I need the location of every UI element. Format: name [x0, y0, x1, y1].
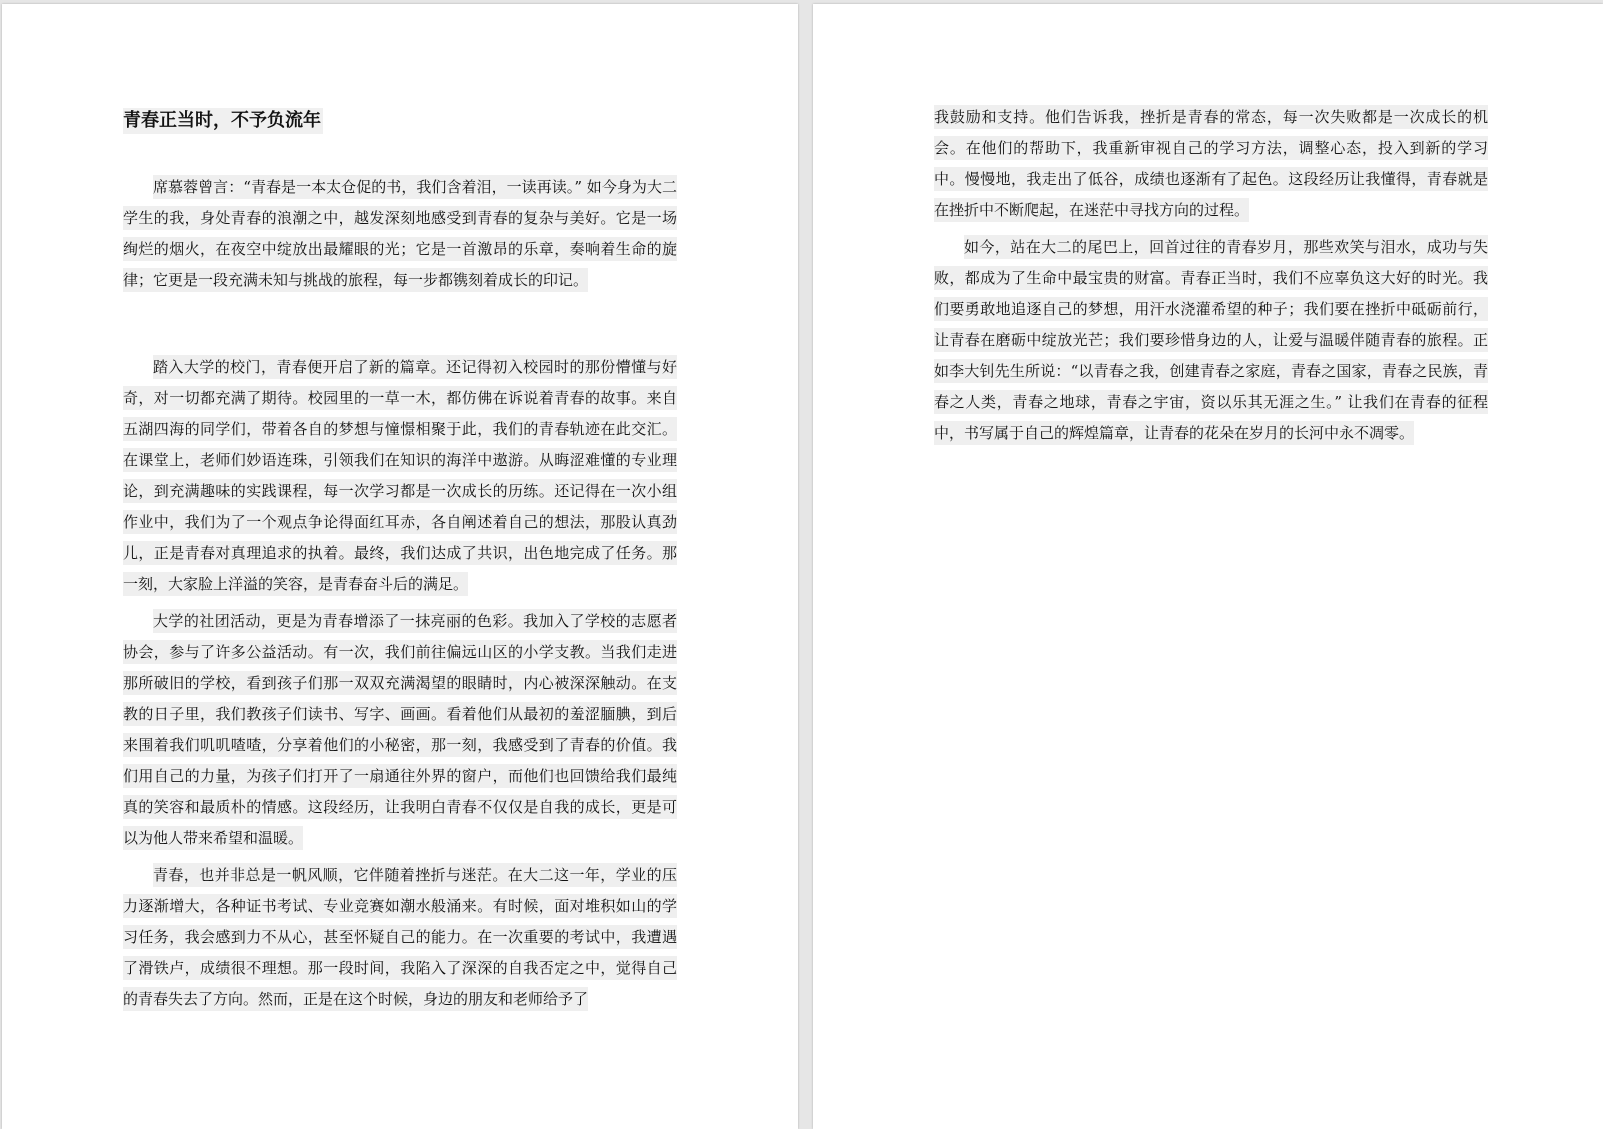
paragraph-2 — [123, 352, 677, 600]
paragraph-3 — [123, 606, 677, 854]
paragraph-4-continued-text: 我鼓励和支持。他们告诉我，挫折是青春的常态，每一次失败都是一次成长的机会。在他们的帮助下，我重新审视自己的学习方法，调整心态，投入到新的学习中。慢慢地，我走出了低谷，成绩也逐渐有了起色。这段经历让我懂得，青春就是在挫折中不断爬起，在迷茫中寻找方向的过程。 — [934, 105, 1488, 222]
document-title: 青春正当时，不予负流年 — [123, 108, 323, 134]
paragraph-5-text: 如今，站在大二的尾巴上，回首过往的青春岁月，那些欢笑与泪水，成功与失败，都成为了生命中最宝贵的财富。青春正当时，我们不应辜负这大好的时光。我们要勇敢地追逐自己的梦想，用汗水浇灌希望的种子；我们要在挫折中砥砺前行，让青春在磨砺中绽放光芒；我们要珍惜身边的人，让爱与温暖伴随青春的旅程。正如李大钊先生所说：“以青春之我，创建青春之家庭，青春之国家，青春之民族，青春之人类，青春之地球，青春之宇宙，资以乐其无涯之生。” 让我们在青春的征程中，书写属于自己的辉煌篇章，让青春的花朵在岁月的长河中永不凋零。 — [934, 235, 1488, 445]
paragraph-4-continued — [934, 102, 1488, 226]
page-1-body — [123, 172, 677, 302]
paragraph-1 — [123, 172, 677, 296]
paragraph-1-text: 席慕蓉曾言：“青春是一本太仓促的书，我们含着泪，一读再读。” 如今身为大二学生的我，身处青春的浪潮之中，越发深刻地感受到青春的复杂与美好。它是一场绚烂的烟火，在夜空中绽放出最耀眼的光；它是一首激昂的乐章，奏响着生命的旋律；它更是一段充满未知与挑战的旅程，每一步都镌刻着成长的印记。 — [123, 175, 677, 292]
document-page-2 — [813, 4, 1603, 1129]
paragraph-4-text: 青春，也并非总是一帆风顺，它伴随着挫折与迷茫。在大二这一年，学业的压力逐渐增大，各种证书考试、专业竞赛如潮水般涌来。有时候，面对堆积如山的学习任务，我会感到力不从心，甚至怀疑自己的能力。在一次重要的考试中，我遭遇了滑铁卢，成绩很不理想。那一段时间，我陷入了深深的自我否定之中，觉得自己的青春失去了方向。然而，正是在这个时候，身边的朋友和老师给予了 — [123, 863, 677, 1011]
paragraph-4 — [123, 860, 677, 1015]
paragraph-5 — [934, 232, 1488, 449]
page-2-body — [934, 102, 1488, 455]
paragraph-2-text: 踏入大学的校门，青春便开启了新的篇章。还记得初入校园时的那份懵懂与好奇，对一切都充满了期待。校园里的一草一木，都仿佛在诉说着青春的故事。来自五湖四海的同学们，带着各自的梦想与憧憬相聚于此，我们的青春轨迹在此交汇。在课堂上，老师们妙语连珠，引领我们在知识的海洋中遨游。从晦涩难懂的专业理论，到充满趣味的实践课程，每一次学习都是一次成长的历练。还记得在一次小组作业中，我们为了一个观点争论得面红耳赤，各自阐述着自己的想法，那股认真劲儿，正是青春对真理追求的执着。最终，我们达成了共识，出色地完成了任务。那一刻，大家脸上洋溢的笑容，是青春奋斗后的满足。 — [123, 355, 677, 596]
document-page-1 — [2, 4, 798, 1129]
paragraph-3-text: 大学的社团活动，更是为青春增添了一抹亮丽的色彩。我加入了学校的志愿者协会，参与了许多公益活动。有一次，我们前往偏远山区的小学支教。当我们走进那所破旧的学校，看到孩子们那一双双充满渴望的眼睛时，内心被深深触动。在支教的日子里，我们教孩子们读书、写字、画画。看着他们从最初的羞涩腼腆，到后来围着我们叽叽喳喳，分享着他们的小秘密，那一刻，我感受到了青春的价值。我们用自己的力量，为孩子们打开了一扇通往外界的窗户，而他们也回馈给我们最纯真的笑容和最质朴的情感。这段经历，让我明白青春不仅仅是自我的成长，更是可以为他人带来希望和温暖。 — [123, 609, 677, 850]
page-1-body-continued — [123, 352, 677, 1021]
